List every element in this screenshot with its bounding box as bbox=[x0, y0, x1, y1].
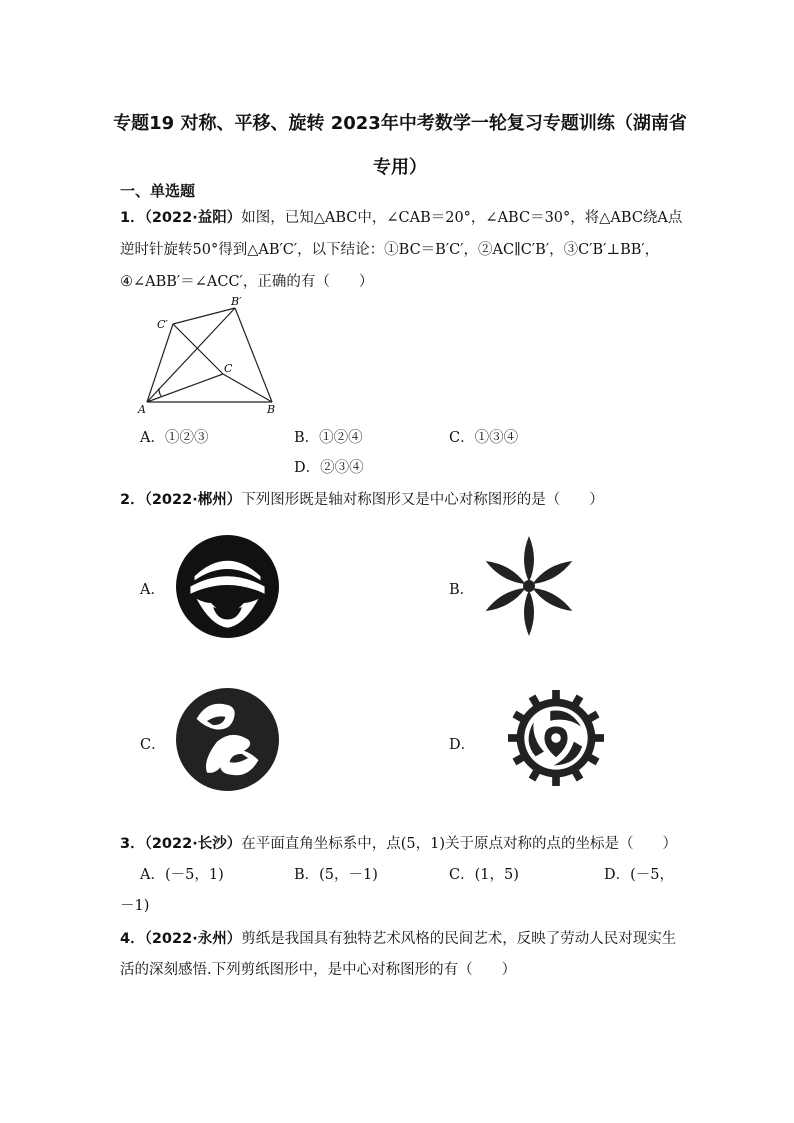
question-3-text: 在平面直角坐标系中，点(5，1)关于原点对称的点的坐标是（ ） bbox=[241, 836, 677, 852]
question-3-option-b[interactable]: B．(5，－1) bbox=[294, 867, 378, 883]
question-2-line bbox=[120, 488, 604, 509]
section-heading: 一、单选题 bbox=[120, 182, 196, 200]
question-1-number: 1． bbox=[120, 210, 145, 226]
question-3-option-d-continued: －1) bbox=[120, 898, 150, 914]
label-C-prime: C′ bbox=[157, 318, 168, 331]
page-title: 专题19 对称、平移、旋转 2023年中考数学一轮复习专题训练（湖南省专用） bbox=[113, 113, 687, 178]
gear-d-icon[interactable] bbox=[508, 690, 604, 786]
swirl-c-icon[interactable] bbox=[176, 688, 279, 791]
question-2-text: 下列图形既是轴对称图形又是中心对称图形的是（ ） bbox=[241, 492, 604, 508]
question-3-number: 3． bbox=[120, 836, 145, 852]
question-3-line bbox=[120, 832, 677, 853]
question-3-option-c[interactable]: C．(1，5) bbox=[449, 867, 519, 883]
question-2-option-d[interactable]: D． bbox=[449, 737, 476, 753]
question-1-text-1: 如图，已知△ABC中，∠CAB＝20°，∠ABC＝30°，将△ABC绕A点 bbox=[241, 210, 683, 226]
question-4-source: （2022·永州） bbox=[144, 931, 242, 947]
question-3-option-d[interactable]: D．(－5， bbox=[604, 867, 675, 883]
question-4-line-2: 活的深刻感悟.下列剪纸图形中，是中心对称图形的有（ ） bbox=[120, 962, 517, 978]
question-1-option-a[interactable]: A．①②③ bbox=[140, 430, 209, 446]
question-2-option-a[interactable]: A． bbox=[140, 582, 165, 598]
question-1-option-b[interactable]: B．①②④ bbox=[294, 430, 363, 446]
question-3-option-a[interactable]: A．(－5，1) bbox=[140, 867, 224, 883]
question-2-option-c[interactable]: C． bbox=[140, 737, 166, 753]
question-1-option-c[interactable]: C．①③④ bbox=[449, 430, 519, 446]
question-2-number: 2． bbox=[120, 492, 145, 508]
question-1-line-2: 逆时针旋转50°得到△AB′C′，以下结论：①BC＝B′C′，②AC∥C′B′，③C′B′⊥BB′， bbox=[120, 242, 660, 258]
label-B: B bbox=[267, 403, 276, 416]
question-4-text-1: 剪纸是我国具有独特艺术风格的民间艺术，反映了劳动人民对现实生 bbox=[241, 931, 677, 947]
flower-b-icon[interactable] bbox=[473, 532, 585, 640]
question-2-option-b[interactable]: B． bbox=[449, 582, 475, 598]
question-3-source: （2022·长沙） bbox=[144, 836, 242, 852]
question-4-number: 4． bbox=[120, 931, 145, 947]
emblem-a-icon[interactable] bbox=[176, 535, 279, 638]
question-1-source: （2022·益阳） bbox=[144, 210, 242, 226]
label-B-prime: B′ bbox=[231, 295, 242, 308]
question-1-line-3: ④∠ABB′＝∠ACC′，正确的有（ ） bbox=[120, 274, 374, 290]
question-2-source: （2022·郴州） bbox=[144, 492, 242, 508]
label-A: A bbox=[138, 403, 146, 416]
question-1-line-1 bbox=[120, 206, 682, 227]
label-C: C bbox=[224, 362, 233, 375]
question-4-line-1 bbox=[120, 927, 676, 948]
question-1-triangle-figure bbox=[135, 292, 285, 417]
question-1-option-d[interactable]: D．②③④ bbox=[294, 460, 364, 476]
